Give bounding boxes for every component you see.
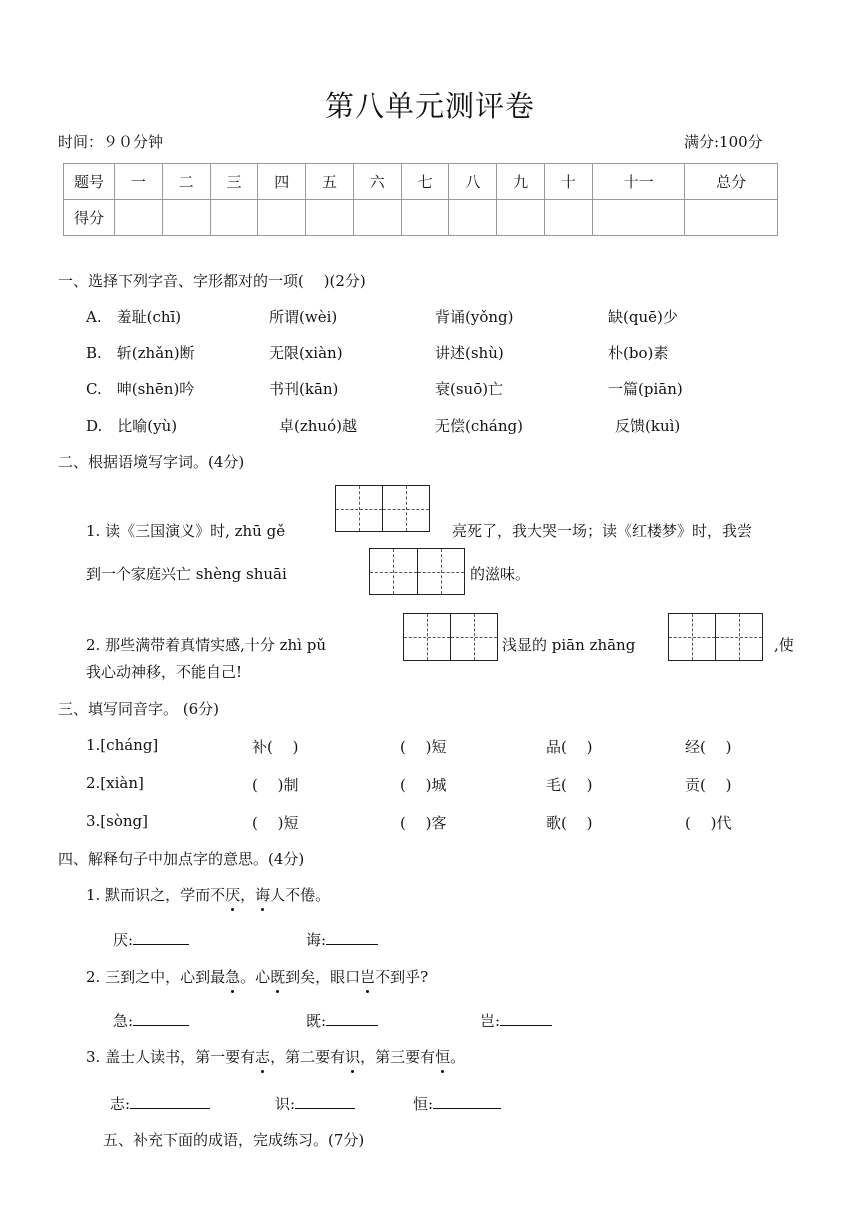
score-cell[interactable] — [162, 200, 210, 236]
fill-item[interactable]: ( )代 — [685, 814, 732, 832]
sentence-text: 亮死了，我大哭一场；读《红楼梦》时，我尝 — [452, 522, 753, 540]
table-cell: 五 — [306, 164, 354, 200]
dotted-char: 识 — [345, 1048, 361, 1066]
answer-line[interactable]: 岂: — [480, 1010, 552, 1031]
answer-line[interactable]: 识: — [275, 1093, 355, 1114]
score-table — [63, 163, 778, 236]
option-item: 背诵(yǒng) — [435, 308, 514, 326]
fill-item[interactable]: ( )制 — [252, 776, 299, 794]
fill-item[interactable]: 毛( ) — [546, 776, 593, 794]
option-b: B. 斩(zhǎn)断 — [86, 344, 195, 362]
table-cell: 得分 — [64, 200, 115, 236]
option-d: D. 比喻(yù) — [86, 417, 178, 435]
section-5-heading: 五、补充下面的成语，完成练习。(7分) — [103, 1131, 365, 1149]
page-title: 第八单元测评卷 — [324, 89, 535, 123]
option-item: 无限(xiàn) — [269, 344, 343, 362]
writing-grid-zhuge[interactable] — [335, 485, 430, 532]
sentence-1: 1. 默而识之，学而不厌，诲人不倦。 — [86, 886, 331, 904]
option-item: 卓(zhuó)越 — [279, 417, 357, 435]
option-a: A. 羞耻(chī) — [86, 308, 182, 326]
table-cell: 七 — [401, 164, 449, 200]
fill-item[interactable]: ( )短 — [400, 738, 447, 756]
table-cell: 四 — [258, 164, 306, 200]
answer-line[interactable]: 厌: — [113, 929, 189, 950]
sentence-text: 到一个家庭兴亡 shèng shuāi — [86, 565, 287, 583]
answer-line[interactable]: 急: — [113, 1010, 189, 1031]
sentence-2: 2. 三到之中，心到最急。心既到矣，眼口岂不到乎? — [86, 968, 429, 986]
option-item: 朴(bo)素 — [608, 344, 669, 362]
option-item: 书刊(kān) — [269, 380, 339, 398]
score-cell[interactable] — [258, 200, 306, 236]
dotted-char: 诲 — [255, 886, 271, 904]
fill-item[interactable]: 贡( ) — [685, 776, 732, 794]
table-cell: 十一 — [592, 164, 685, 200]
sentence-text: ,使 — [774, 636, 794, 654]
sentence-3: 3. 盖士人读书，第一要有志，第二要有识，第三要有恒。 — [86, 1048, 466, 1066]
score-cell[interactable] — [210, 200, 258, 236]
sentence-text: 我心动神移，不能自己! — [86, 663, 243, 681]
sentence-text: 2. 那些满带着真情实感,十分 zhì pǔ — [86, 636, 327, 654]
table-cell: 二 — [162, 164, 210, 200]
score-cell[interactable] — [353, 200, 401, 236]
dotted-char: 岂 — [360, 968, 376, 986]
fill-item[interactable]: ( )短 — [252, 814, 299, 832]
score-cell[interactable] — [497, 200, 545, 236]
option-item: 无偿(cháng) — [435, 417, 523, 435]
score-cell[interactable] — [401, 200, 449, 236]
pinyin-label: 3.[sòng] — [86, 812, 149, 830]
score-table-header-row — [64, 164, 778, 200]
section-2-heading: 二、根据语境写字词。(4分) — [58, 453, 245, 471]
score-cell[interactable] — [685, 200, 778, 236]
option-item: 衰(suō)亡 — [435, 380, 504, 398]
pinyin-label: 1.[cháng] — [86, 736, 159, 754]
table-cell: 十 — [545, 164, 593, 200]
option-item: 讲述(shù) — [435, 344, 504, 362]
table-cell: 题号 — [64, 164, 115, 200]
fill-item[interactable]: ( )城 — [400, 776, 447, 794]
full-score-label: 满分:100分 — [684, 133, 763, 151]
table-cell: 六 — [353, 164, 401, 200]
table-cell: 三 — [210, 164, 258, 200]
option-item: 缺(quē)少 — [608, 308, 678, 326]
table-cell: 九 — [497, 164, 545, 200]
option-item: 一篇(piān) — [608, 380, 683, 398]
answer-line[interactable]: 恒: — [413, 1093, 501, 1114]
writing-grid-zhipu[interactable] — [403, 613, 498, 661]
score-cell[interactable] — [592, 200, 685, 236]
score-cell[interactable] — [306, 200, 354, 236]
dotted-char: 恒 — [435, 1048, 451, 1066]
section-4-heading: 四、解释句子中加点字的意思。(4分) — [58, 850, 305, 868]
fill-item[interactable]: 歌( ) — [546, 814, 593, 832]
sentence-text: 1. 读《三国演义》时, zhū gě — [86, 522, 286, 540]
score-cell[interactable] — [545, 200, 593, 236]
score-table-score-row — [64, 200, 778, 236]
writing-grid-pianzhang[interactable] — [668, 613, 763, 661]
dotted-char: 志 — [255, 1048, 271, 1066]
option-item: 反馈(kuì) — [615, 417, 681, 435]
score-cell[interactable] — [115, 200, 163, 236]
section-1-heading: 一、选择下列字音、字形都对的一项( )(2分) — [58, 272, 366, 290]
table-cell: 八 — [449, 164, 497, 200]
time-label: 时间：９０分钟 — [58, 133, 164, 151]
section-3-heading: 三、填写同音字。 (6分) — [58, 700, 220, 718]
sentence-text: 的滋味。 — [470, 565, 531, 583]
dotted-char: 既 — [270, 968, 286, 986]
dotted-char: 急 — [225, 968, 241, 986]
table-cell: 一 — [115, 164, 163, 200]
option-item: 所谓(wèi) — [269, 308, 338, 326]
writing-grid-shengshuai[interactable] — [369, 548, 465, 595]
sentence-text: 浅显的 piān zhāng — [502, 636, 636, 654]
fill-item[interactable]: 经( ) — [685, 738, 732, 756]
fill-item[interactable]: 补( ) — [252, 738, 299, 756]
answer-line[interactable]: 志: — [110, 1093, 210, 1114]
answer-line[interactable]: 既: — [306, 1010, 378, 1031]
fill-item[interactable]: ( )客 — [400, 814, 447, 832]
score-cell[interactable] — [449, 200, 497, 236]
dotted-char: 厌 — [225, 886, 241, 904]
fill-item[interactable]: 品( ) — [546, 738, 593, 756]
pinyin-label: 2.[xiàn] — [86, 774, 144, 792]
option-c: C. 呻(shēn)吟 — [86, 380, 195, 398]
answer-line[interactable]: 诲: — [306, 929, 378, 950]
table-cell: 总分 — [685, 164, 778, 200]
